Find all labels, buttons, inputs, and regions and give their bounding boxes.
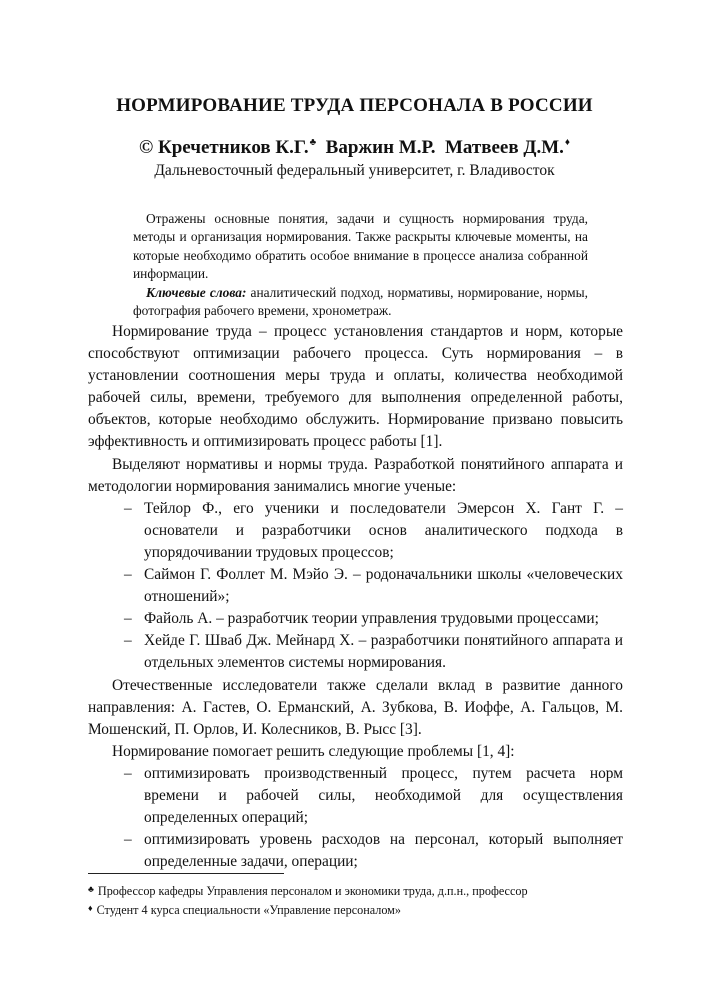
club-footnote-mark: ♣	[309, 137, 317, 148]
footnote-2: ♦ Студент 4 курса специальности «Управление персоналом»	[88, 903, 401, 917]
diamond-footnote-mark: ♦	[88, 903, 93, 913]
dash-bullet: –	[124, 764, 132, 782]
list-item: – Саймон Г. Фоллет М. Мэйо Э. – родоначальники школы «человеческих отношений»;	[124, 566, 623, 606]
paragraph-3: Отечественные исследователи также сделали вклад в развитие данного направления: А. Гастев, О. Ерманский, А. Зубкова, В. Иоффе, А. Гальцов, М. Мошенский, П. Орлов, И. Колесников, В. Рысс [3].	[88, 676, 623, 738]
abstract	[133, 210, 588, 320]
keywords-text: аналитический подход, нормативы, нормирование, нормы, фотография рабочего времени, хронометраж.	[133, 284, 588, 319]
abstract-text: Отражены основные понятия, задачи и сущность нормирования труда, методы и организация нормирования. Также раскрыты ключевые моменты, на которые необходимо обратить особое внимание в процессе анализа собранной информации.	[133, 211, 588, 282]
affiliation: Дальневосточный федеральный университет, г. Владивосток	[154, 162, 555, 179]
dash-bullet: –	[124, 566, 132, 584]
paper-title: НОРМИРОВАНИЕ ТРУДА ПЕРСОНАЛА В РОССИИ	[116, 95, 593, 116]
author-matveev: Матвеев Д.М.	[444, 137, 564, 158]
author-varzhin: Варжин М.Р.	[325, 137, 436, 158]
problems-list	[88, 763, 623, 873]
keywords-label: Ключевые слова:	[146, 284, 247, 300]
footnote-1: ♣ Профессор кафедры Управления персоналом и экономики труда, д.п.н., профессор	[88, 884, 528, 898]
list-item: – оптимизировать производственный процесс, путем расчета норм времени и рабочей силы, необходимой для осуществления определенных операций;	[124, 764, 623, 827]
footnotes	[88, 881, 623, 919]
body-text	[88, 321, 623, 873]
list-item: – Тейлор Ф., его ученики и последователи Эмерсон Х. Гант Г. – основатели и разработчики основ аналитического подхода в упорядочивании трудовых процессов;	[124, 499, 623, 561]
keywords-paragraph	[133, 284, 588, 321]
copyright-sign: ©	[138, 137, 154, 158]
paragraph-4: Нормирование помогает решить следующие проблемы [1, 4]:	[112, 742, 515, 760]
paragraph-1: Нормирование труда – процесс установления стандартов и норм, которые способствуют оптимизации рабочего процесса. Суть нормирования – в установлении соотношения меры труда и оплаты, количества необходимой рабочей силы, времени, требуемого для выполнения определенной работы, объектов, которые необходимо обслужить. Нормирование призвано повысить эффективность и оптимизировать процесс работы [1].	[88, 323, 623, 451]
list-item: – Файоль А. – разработчик теории управления трудовыми процессами;	[88, 608, 623, 630]
dash-bullet: –	[124, 632, 132, 650]
author-kretchetnikov: Кречетников К.Г.	[157, 137, 309, 158]
scientists-list	[88, 498, 623, 675]
dash-bullet: –	[124, 610, 132, 628]
dash-bullet: –	[124, 499, 132, 517]
footnote-divider	[88, 873, 284, 874]
paragraph-2: Выделяют нормативы и нормы труда. Разработкой понятийного аппарата и методологии нормирования занимались многие ученые:	[88, 455, 623, 495]
list-item: – Хейде Г. Шваб Дж. Мейнард Х. – разработчики понятийного аппарата и отдельных элементов системы нормирования.	[124, 632, 623, 672]
list-item: – оптимизировать уровень расходов на персонал, который выполняет определенные задачи, операции;	[124, 831, 623, 871]
club-footnote-mark: ♣	[88, 884, 94, 894]
diamond-footnote-mark: ♦	[564, 137, 570, 148]
dash-bullet: –	[124, 831, 132, 849]
author-line	[0, 137, 709, 159]
